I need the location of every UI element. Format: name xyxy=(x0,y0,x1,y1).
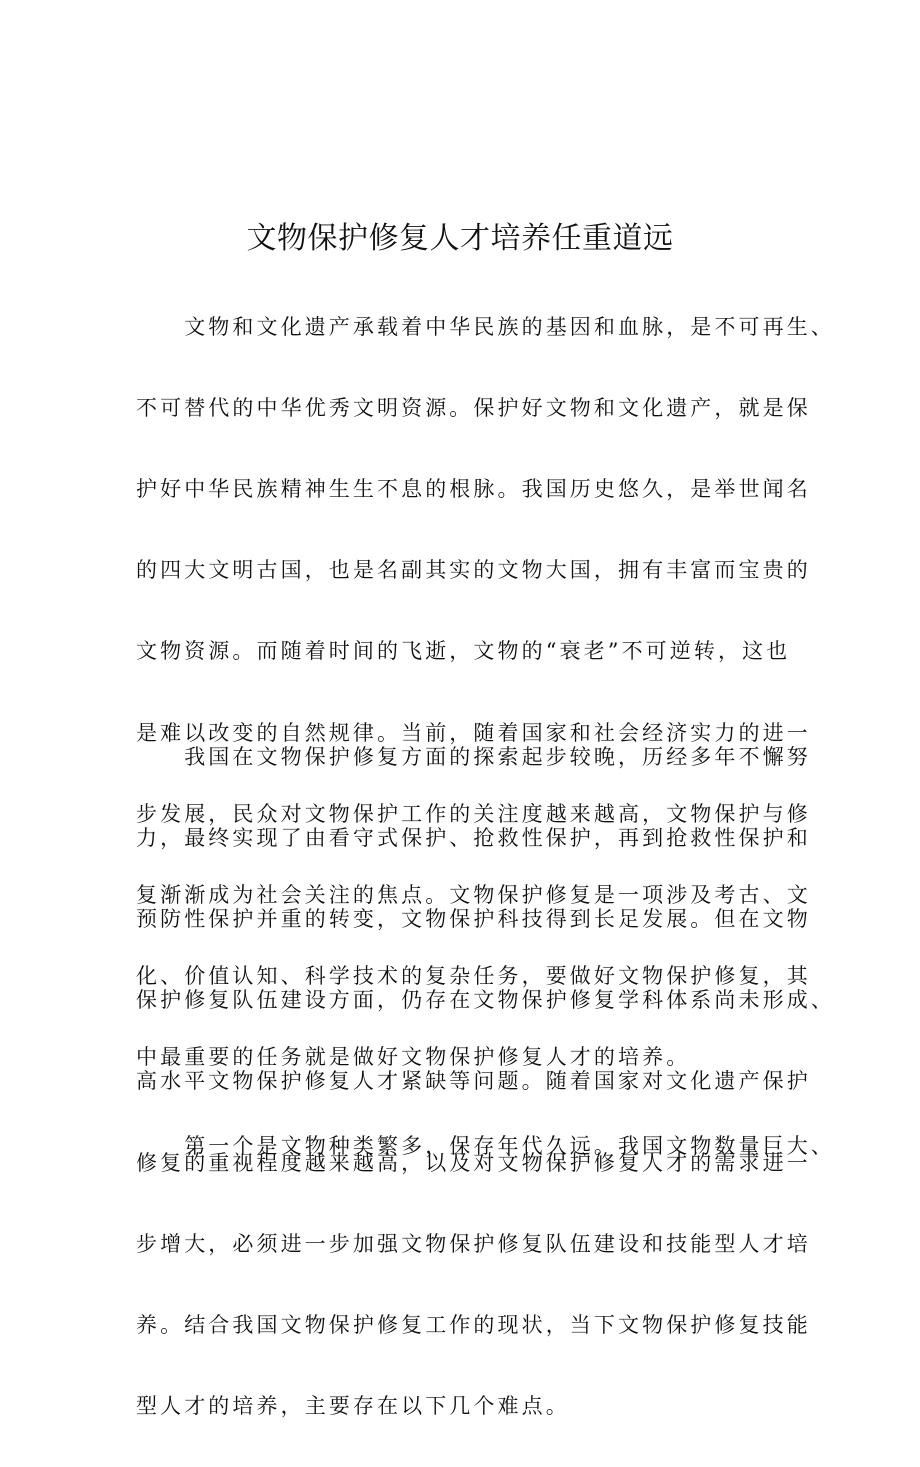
document-title: 文物保护修复人才培养任重道远 xyxy=(246,221,674,256)
paragraph-line: 文物和文化遗产承载着中华民族的基因和血脉，是不可再生、 xyxy=(136,314,835,339)
paragraph-line: 化、价值认知、科学技术的复杂任务，要做好文物保护修复，其 xyxy=(136,964,811,989)
paragraph-line: 型人才的培养，主要存在以下几个难点。 xyxy=(136,1394,570,1419)
paragraph-line: 是难以改变的自然规律。当前，随着国家和社会经济实力的进一 xyxy=(136,720,811,745)
paragraph-line: 预防性保护并重的转变，文物保护科技得到长足发展。但在文物 xyxy=(136,906,811,931)
paragraph-line: 第一个是文物种类繁多，保存年代久远。我国文物数量巨大、 xyxy=(136,1133,835,1158)
paragraph-line: 步发展，民众对文物保护工作的关注度越来越高，文物保护与修 xyxy=(136,801,811,826)
paragraph-line: 养。结合我国文物保护修复工作的现状，当下文物保护修复技能 xyxy=(136,1312,811,1337)
paragraph-line: 文物资源。而随着时间的飞逝，文物的“衰老”不可逆转，这也 xyxy=(136,639,791,664)
paragraph-line: 不可替代的中华优秀文明资源。保护好文物和文化遗产，就是保 xyxy=(136,395,811,420)
paragraph-line: 高水平文物保护修复人才紧缺等问题。随着国家对文化遗产保护 xyxy=(136,1069,811,1094)
paragraph-line: 步增大，必须进一步加强文物保护修复队伍建设和技能型人才培 xyxy=(136,1231,811,1256)
paragraph-line: 复渐渐成为社会关注的焦点。文物保护修复是一项涉及考古、文 xyxy=(136,882,811,907)
paragraph-line: 我国在文物保护修复方面的探索起步较晚，历经多年不懈努 xyxy=(136,744,811,769)
paragraph-3 xyxy=(136,1085,835,1207)
paragraph-line: 护好中华民族精神生生不息的根脉。我国历史悠久，是举世闻名 xyxy=(136,476,811,501)
paragraph-2 xyxy=(136,696,835,1467)
paragraph-line: 保护修复队伍建设方面，仍存在文物保护修复学科体系尚未形成、 xyxy=(136,988,835,1013)
paragraph-line: 中最重要的任务就是做好文物保护修复人才的培养。 xyxy=(136,1045,691,1070)
paragraph-line: 的四大文明古国，也是名副其实的文物大国，拥有丰富而宝贵的 xyxy=(136,558,811,583)
paragraph-line: 修复的重视程度越来越高，以及对文物保护修复人才的需求进一 xyxy=(136,1150,811,1175)
paragraph-line: 力，最终实现了由看守式保护、抢救性保护，再到抢救性保护和 xyxy=(136,825,811,850)
